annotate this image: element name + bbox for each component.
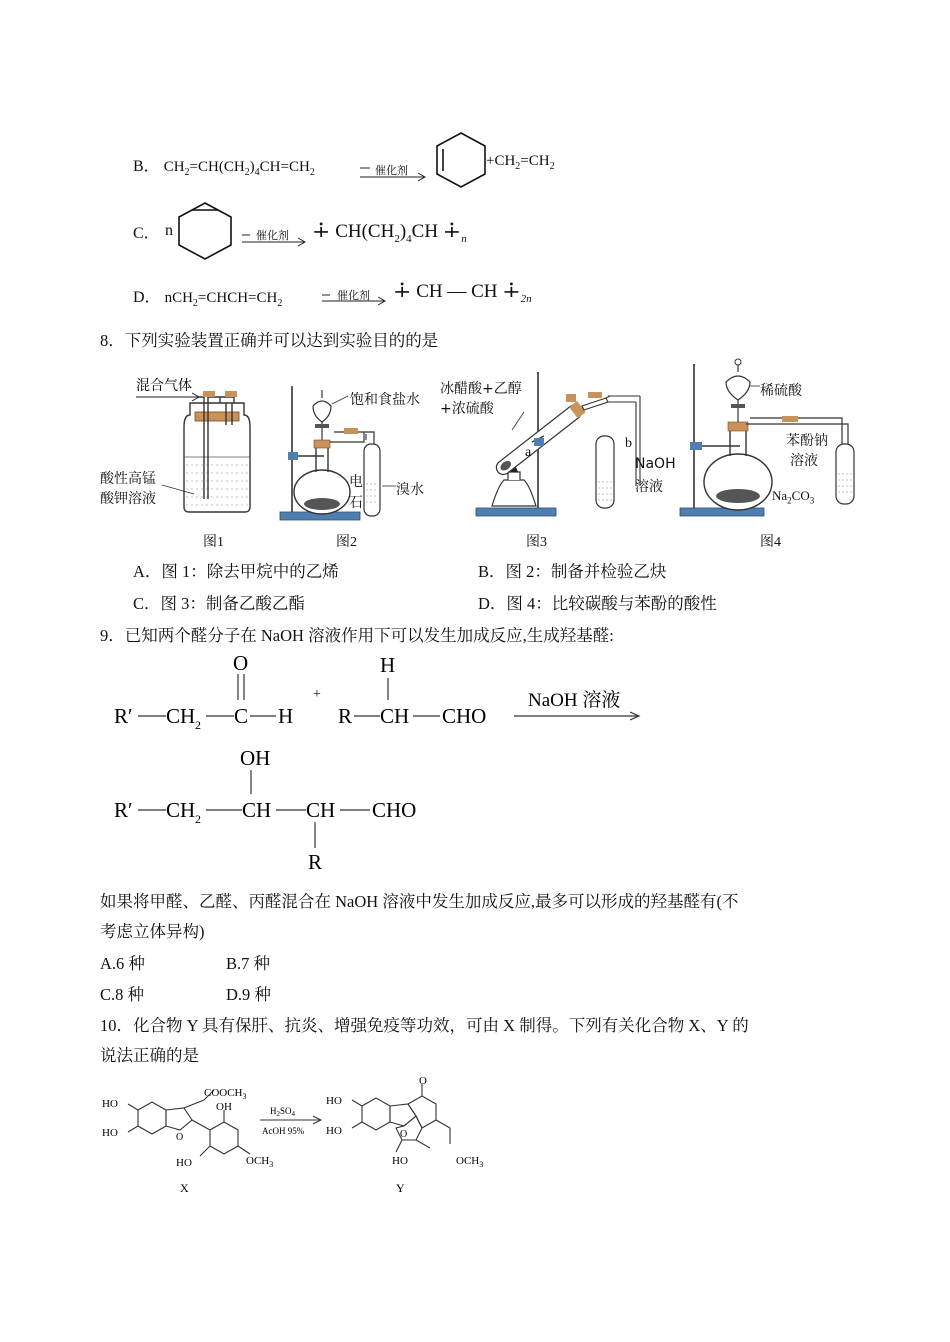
fig3-naoh-line2: 溶液	[635, 479, 663, 495]
p-r: R	[308, 850, 323, 874]
y-ome: $OCH_3$	[456, 1155, 484, 1169]
fig2-carbide-2: 石	[349, 495, 363, 511]
compound-x	[128, 1090, 250, 1156]
y-ho2: HO	[326, 1125, 342, 1137]
q8-stem: 8．下列实验装置正确并可以达到实验目的的是	[100, 331, 439, 350]
option-c-arrow	[240, 226, 310, 248]
p-ch2b: CH	[306, 798, 336, 822]
option-d-arrow	[320, 286, 390, 308]
option-d-reactant: $nCH_2=CHCH=CH_2$	[164, 290, 283, 309]
fig4-caption: 图4	[760, 535, 781, 550]
x-ester: $COOCH_3$	[204, 1087, 247, 1101]
p-ch2: CH	[166, 798, 196, 822]
fig3-label-a: a	[525, 445, 532, 460]
fig3-label-b: b	[625, 436, 632, 451]
q9-option-d[interactable]: D.9 种	[226, 985, 271, 1004]
x-ome: $OCH_3$	[246, 1155, 274, 1169]
p-cho: CHO	[372, 798, 417, 822]
compound-y	[352, 1084, 450, 1152]
fig1-gas-label: 混合气体	[136, 379, 192, 394]
r2-r: R	[338, 704, 353, 728]
y-o: O	[400, 1129, 408, 1140]
fig2-bromine-label: 溴水	[396, 482, 424, 498]
polymer-bracket-right: ∔	[442, 217, 462, 242]
polymer-bracket-right-d: ∔	[502, 277, 521, 302]
polymer-bracket-left: ∔	[312, 217, 331, 242]
fig2-brine-label: 饱和食盐水	[350, 392, 420, 408]
fig1-solution-line2: 酸钾溶液	[100, 491, 156, 507]
y-label: Y	[396, 1181, 405, 1195]
q10-stem-line2: 说法正确的是	[100, 1046, 199, 1065]
q9-question-line2: 考虑立体异构)	[100, 922, 205, 941]
x-ho3: HO	[176, 1157, 192, 1169]
p-rprime: R′	[114, 798, 133, 822]
reagent-bottom: AcOH 95%	[262, 1126, 305, 1136]
q8-option-a[interactable]: A．图 1：除去甲烷中的乙烯	[133, 562, 339, 581]
option-b-reactant: $CH_2=CH(CH_2)_4CH=CH_2$	[163, 159, 315, 178]
q7-option-d	[133, 284, 282, 309]
fig4-phenolate-line1: 苯酚钠	[786, 433, 828, 449]
q8-option-b[interactable]: B．图 2：制备并检验乙炔	[478, 562, 667, 581]
p-ch2-sub: 2	[195, 812, 201, 826]
x-oh: OH	[216, 1101, 232, 1113]
reagent-top: $H_2SO_4$	[270, 1106, 296, 1118]
x-ho2: HO	[102, 1127, 118, 1139]
fig1-caption: 图1	[203, 535, 224, 550]
q9-option-c[interactable]: C.8 种	[100, 985, 145, 1004]
r2-h: H	[380, 653, 396, 677]
fig4-carbonate-label: $Na_2CO_3$	[772, 488, 815, 506]
r2-ch: CH	[380, 704, 410, 728]
p-oh: OH	[240, 746, 271, 770]
r1-rprime: R′	[114, 704, 133, 728]
r1-o: O	[233, 651, 249, 675]
compound-x-to-y-scheme	[100, 1076, 500, 1201]
q9-option-b[interactable]: B.7 种	[226, 954, 271, 973]
fig2-carbide-1: 电	[349, 474, 363, 490]
r1-ch2-sub: 2	[195, 718, 201, 732]
q8-option-d[interactable]: D．图 4：比较碳酸与苯酚的酸性	[478, 594, 717, 613]
fig4-phenolate-line2: 溶液	[790, 453, 818, 469]
q9-question-line1: 如果将甲醛、乙醛、丙醛混合在 NaOH 溶液中发生加成反应,最多可以形成的羟基醛有(不	[100, 892, 739, 911]
fig3-caption: 图3	[526, 535, 547, 550]
y-ho1: HO	[326, 1095, 342, 1107]
x-ho1: HO	[102, 1098, 118, 1110]
fig3-reagent-line2: +浓硫酸	[440, 401, 494, 417]
q9-stem: 9．已知两个醛分子在 NaOH 溶液作用下可以发生加成反应,生成羟基醛:	[100, 626, 614, 645]
fig3-reagent-line1: 冰醋酸+乙醇	[440, 381, 522, 397]
option-b-catalyst: 催化剂	[375, 164, 408, 177]
r1-h: H	[278, 704, 294, 728]
fig3-naoh-line1: NaOH	[635, 456, 676, 472]
r2-cho: CHO	[442, 704, 487, 728]
option-c-catalyst: 催化剂	[256, 229, 289, 242]
aldol-reaction-scheme	[108, 650, 668, 880]
y-o-top: O	[419, 1076, 427, 1087]
x-o: O	[176, 1132, 184, 1143]
fig4-acid-label: 稀硫酸	[760, 383, 802, 399]
option-d-catalyst: 催化剂	[337, 289, 370, 302]
r1-ch2: CH	[166, 704, 196, 728]
cyclohexene-ring-c	[174, 200, 236, 262]
q7-option-c	[133, 220, 160, 243]
option-b-product: $+CH_2=CH_2$	[486, 153, 555, 172]
option-d-polymer: ∔ CH — CH $∔_{2n}$	[393, 277, 532, 305]
option-d-label: D．	[133, 289, 161, 306]
fig1-leader-line	[160, 480, 200, 500]
y-ho3: HO	[392, 1155, 408, 1167]
reaction-condition: NaOH 溶液	[528, 690, 621, 711]
option-c-polymer: ∔ $CH(CH_2)_4CH$ $∔_n$	[312, 217, 467, 245]
option-c-label: C．	[133, 225, 160, 242]
q9-option-a[interactable]: A.6 种	[100, 954, 145, 973]
p-ch1: CH	[242, 798, 272, 822]
x-label: X	[180, 1181, 189, 1195]
fig1-solution-line1: 酸性高锰	[100, 471, 156, 487]
fig2-caption: 图2	[336, 535, 357, 550]
polymer-bracket-left-d: ∔	[393, 277, 412, 302]
r1-c: C	[234, 704, 249, 728]
cyclohexene-ring-b	[432, 130, 490, 190]
plus-sign: +	[313, 687, 321, 702]
q8-option-c[interactable]: C．图 3：制备乙酸乙酯	[133, 594, 305, 613]
q10-stem-line1: 10．化合物 Y 具有保肝、抗炎、增强免疫等功效，可由 X 制得。下列有关化合物 X、Y 的	[100, 1016, 749, 1035]
option-b-label: B．	[133, 158, 160, 175]
option-c-n: n	[165, 222, 173, 239]
q7-option-b	[133, 153, 315, 178]
option-b-arrow	[358, 160, 428, 182]
